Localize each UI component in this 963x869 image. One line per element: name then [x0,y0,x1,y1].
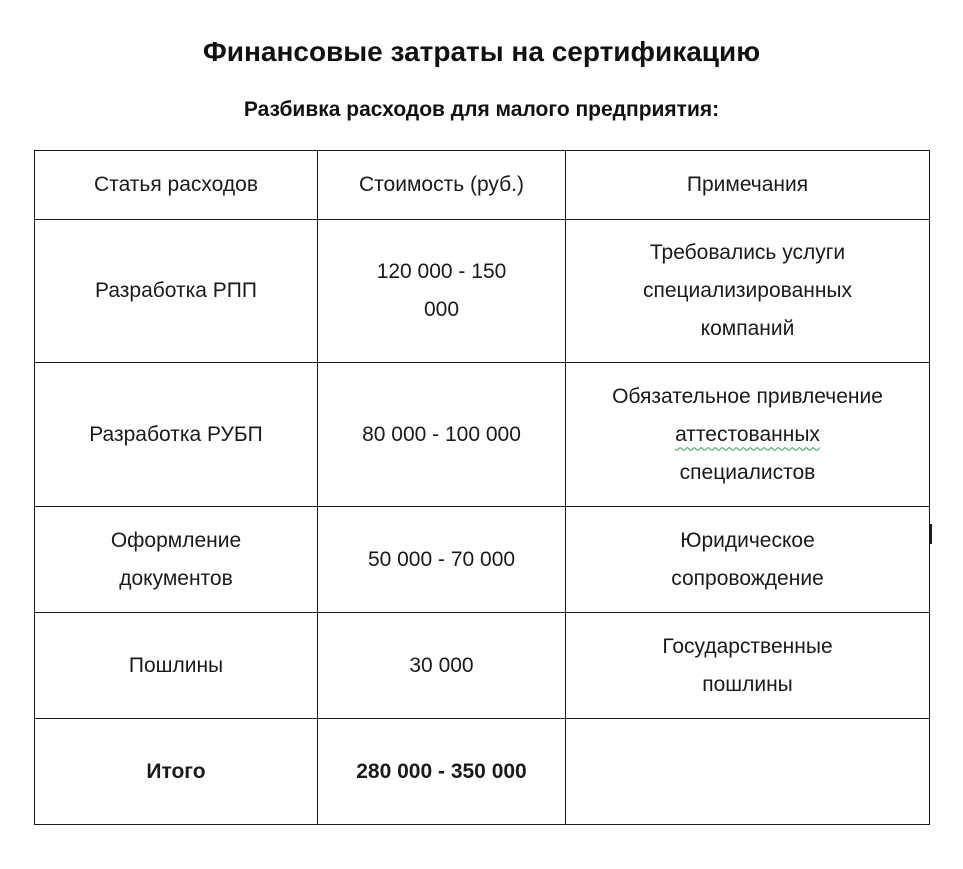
text-cursor [930,524,932,544]
cell-item: Разработка РПП [35,220,318,363]
total-label: Итого [35,719,318,825]
total-note [566,719,930,825]
header-cost: Стоимость (руб.) [318,151,566,220]
cell-cost: 30 000 [318,613,566,719]
document-title: Финансовые затраты на сертификацию [202,36,761,67]
cell-cost-text: 120 000 - 150 000 [376,260,507,321]
cell-note-text: Государственные пошлины [662,634,833,696]
cell-note-text: Юридическое сопровождение [671,528,824,590]
cell-cost: 50 000 - 70 000 [318,507,566,613]
cell-note [566,507,930,613]
document-subtitle: Разбивка расходов для малого предприятия: [243,98,720,121]
table-row [35,363,930,507]
spellcheck-word: аттестованных [675,422,820,446]
table-total-row [35,719,930,825]
header-notes: Примечания [566,151,930,220]
table-header-row [35,151,930,220]
header-item: Статья расходов [35,151,318,220]
total-cost-text: 280 000 - 350 000 [356,759,527,783]
table-row [35,507,930,613]
cell-item [35,507,318,613]
total-cost [318,719,566,825]
cell-item: Разработка РУБП [35,363,318,507]
cell-note-text: Требовались услуги специализированных компаний [642,241,853,340]
expense-table [34,150,930,825]
cell-cost: 80 000 - 100 000 [318,363,566,507]
cell-note [566,220,930,363]
table-row [35,613,930,719]
cell-note [566,363,930,507]
cell-note-line: Обязательное привлечение [612,384,883,408]
cell-note [566,613,930,719]
cell-item-text: Оформление документов [110,528,242,590]
cell-cost [318,220,566,363]
table-row [35,220,930,363]
cell-item: Пошлины [35,613,318,719]
cell-note-line: специалистов [679,460,816,484]
